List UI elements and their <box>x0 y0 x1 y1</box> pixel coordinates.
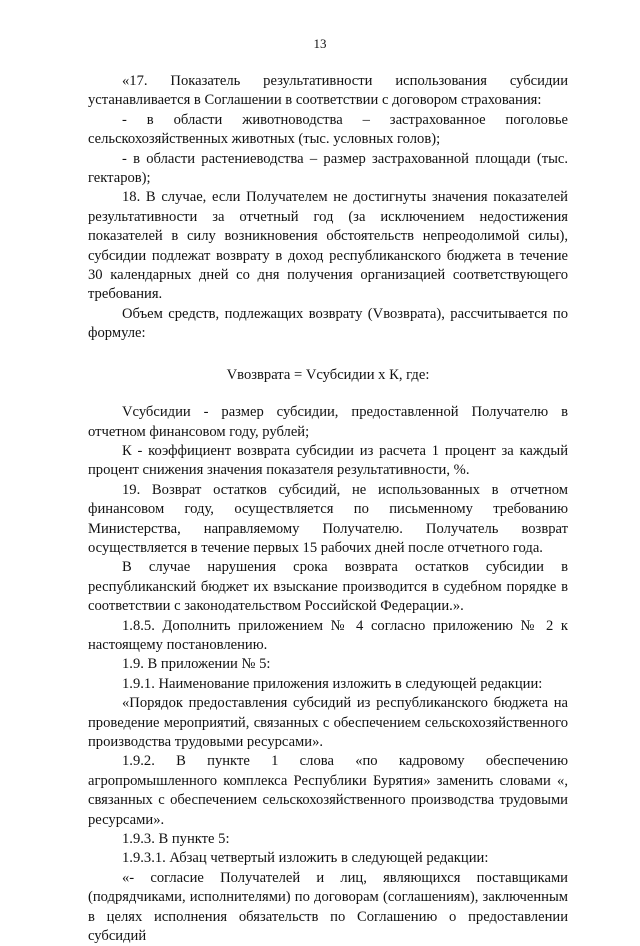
paragraph-crop-item: - в области растениеводства – размер застрахованной площади (тыс. гектаров); <box>88 150 568 187</box>
page-number: 13 <box>313 36 327 51</box>
paragraph-1-9-3-1: 1.9.3.1. Абзац четвертый изложить в следующей редакции: <box>122 850 489 867</box>
document-body <box>88 72 568 946</box>
paragraph-deadline-violation: В случае нарушения срока возврата остатков субсидии в республиканский бюджет их взыскание производится в судебном порядке в соответствии с законодательством Российской Федерации.». <box>88 559 568 615</box>
paragraph-appendix-title: «Порядок предоставления субсидий из республиканского бюджета на проведение мероприятий, связанных с обеспечением сельскохозяйственного производства трудовыми ресурсами». <box>88 695 568 750</box>
paragraph-return-volume: Объем средств, подлежащих возврату (Vвозврата), рассчитывается по формуле: <box>88 305 568 342</box>
paragraph-1-8-5: 1.8.5. Дополнить приложением № 4 согласно приложению № 2 к настоящему постановлению. <box>88 617 568 653</box>
paragraph-18-return: 18. В случае, если Получателем не достигнуты значения показателей результативности за отчетный год (за исключением недостижения показателей в силу возникновения обстоятельств непреодолимой силы), субсидии подлежат возврату в доход республиканского бюджета в течение 30 календарных дней со дня получения организацией соответствующего требования. <box>88 189 568 303</box>
paragraph-1-9: 1.9. В приложении № 5: <box>122 656 271 673</box>
return-formula: Vвозврата = Vсубсидии x К, где: <box>226 366 430 383</box>
paragraph-coefficient-definition: К - коэффициент возврата субсидии из расчета 1 процент за каждый процент снижения значения показателя результативности, %. <box>88 442 568 479</box>
paragraph-consent: «- согласие Получателей и лиц, являющихся поставщиками (подрядчиками, исполнителями) по договорам (соглашениям), заключенным в целях исполнения обязательств по Соглашению о предоставлении субсидий <box>88 869 568 945</box>
paragraph-livestock-item: - в области животноводства – застрахованное поголовье сельскохозяйственных животных (тыс. условных голов); <box>88 111 568 148</box>
paragraph-19-remainders: 19. Возврат остатков субсидий, не использованных в отчетном финансовом году, осуществляется по письменному требованию Министерства, направляемому Получателю. Получатель возврат осуществляется в течение первых 15 рабочих дней после отчетного года. <box>88 481 568 556</box>
paragraph-1-9-2: 1.9.2. В пункте 1 слова «по кадровому обеспечению агропромышленного комплекса Республики Бурятия» заменить словами «, связанных с обеспечением сельскохозяйственного производства трудовыми ресурсами». <box>88 753 568 828</box>
paragraph-1-9-1: 1.9.1. Наименование приложения изложить в следующей редакции: <box>122 675 543 692</box>
paragraph-17-indicator: «17. Показатель результативности использования субсидии устанавливается в Соглашении в соответствии с договором страхования: <box>88 73 568 109</box>
paragraph-subsidy-definition: Vсубсидии - размер субсидии, предоставленной Получателю в отчетном финансовом году, рублей; <box>88 404 568 440</box>
paragraph-1-9-3: 1.9.3. В пункте 5: <box>122 831 230 848</box>
